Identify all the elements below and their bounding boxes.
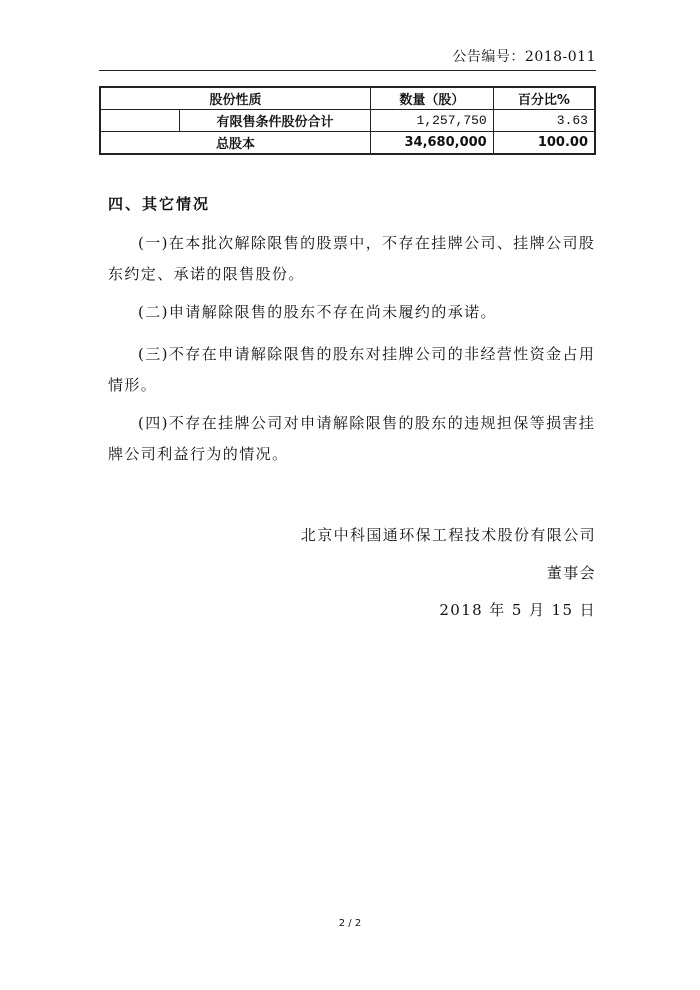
paragraph-2: (二)申请解除限售的股东不存在尚未履约的承诺。	[138, 303, 497, 321]
table-header-row	[100, 87, 595, 110]
signature-company: 北京中科国通环保工程技术股份有限公司	[300, 526, 596, 544]
total-quantity: 34,680,000	[370, 132, 493, 155]
total-label: 总股本	[100, 132, 370, 155]
total-percent: 100.00	[493, 132, 595, 155]
paragraph-1: (一)在本批次解除限售的股票中，不存在挂牌公司、挂牌公司股东约定、承诺的限售股份。	[108, 234, 596, 283]
header-percent: 百分比%	[493, 87, 595, 110]
signature-date: 2018 年 5 月 15 日	[439, 601, 596, 619]
header-divider	[99, 70, 596, 71]
signature-board: 董事会	[546, 564, 596, 582]
restricted-label: 有限售条件股份合计	[180, 110, 371, 132]
paragraph-3: (三)不存在申请解除限售的股东对挂牌公司的非经营性资金占用情形。	[108, 345, 596, 394]
paragraph-4: (四)不存在挂牌公司对申请解除限售的股东的违规担保等损害挂牌公司利益行为的情况。	[108, 414, 596, 463]
empty-category-cell	[100, 110, 180, 132]
restricted-percent: 3.63	[493, 110, 595, 132]
section-title: 四、其它情况	[108, 195, 211, 213]
header-quantity: 数量（股）	[370, 87, 493, 110]
table-row	[100, 132, 595, 155]
share-structure-table	[99, 86, 596, 155]
announcement-code: 公告编号：2018-011	[452, 49, 596, 65]
page-number: 2 / 2	[338, 918, 362, 929]
header-nature: 股份性质	[100, 87, 370, 110]
table-row	[100, 110, 595, 132]
restricted-quantity: 1,257,750	[370, 110, 493, 132]
